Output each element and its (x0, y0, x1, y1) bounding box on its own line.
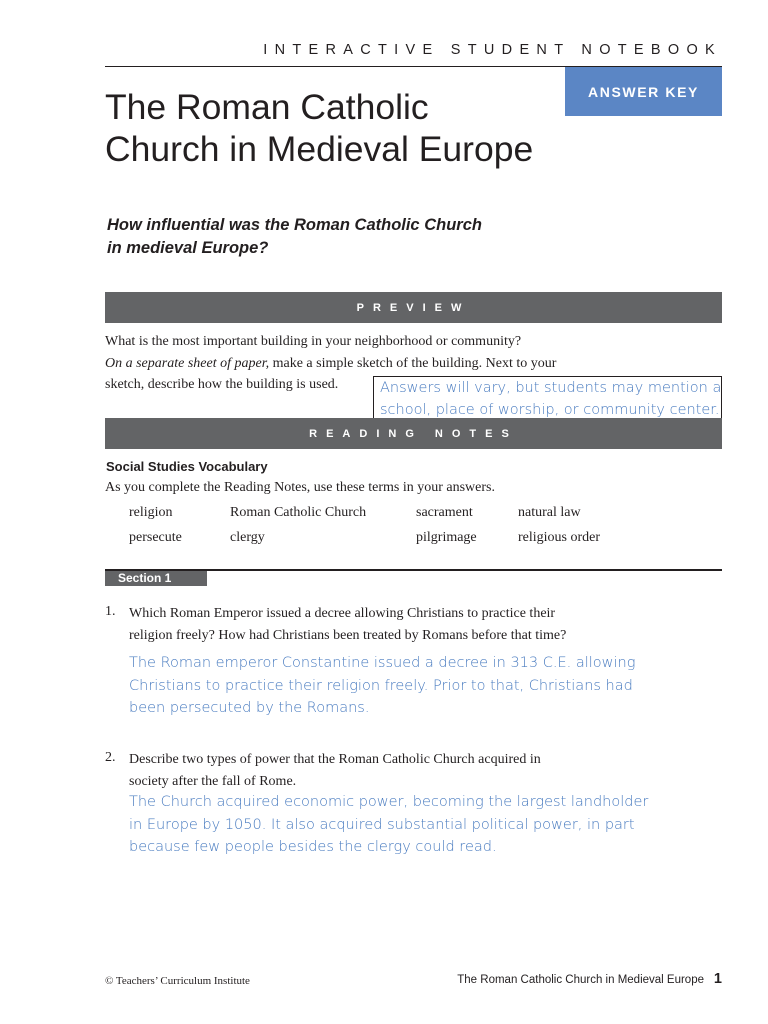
answer-line: in Europe by 1050. It also acquired substantial political power, in part (129, 816, 635, 833)
answer-line: been persecuted by the Romans. (129, 700, 370, 716)
question-number: 1. (105, 604, 116, 619)
title-line-1: The Roman Catholic (105, 87, 429, 127)
question-line: society after the fall of Rome. (129, 773, 297, 789)
preview-line-2-rest: make a simple sketch of the building. Next to your (269, 355, 557, 371)
preview-line-1: What is the most important building in your neighborhood or community? (105, 334, 522, 349)
essential-question (107, 214, 482, 260)
footer-chapter-title: The Roman Catholic Church in Medieval Europe (457, 974, 704, 986)
page-number: 1 (713, 971, 722, 987)
preview-answer-line-2: school, place of worship, or community center. (380, 401, 720, 418)
question-line: Describe two types of power that the Roman Catholic Church acquired in (129, 752, 541, 767)
answer-line: because few people besides the clergy could read. (129, 839, 497, 855)
preview-line-2 (105, 353, 556, 375)
preview-line-3: sketch, describe how the building is used. (105, 377, 339, 392)
vocab-heading: Social Studies Vocabulary (106, 459, 268, 474)
essential-question-line-1: How influential was the Roman Catholic Church (107, 216, 482, 234)
question-text (129, 749, 541, 792)
vocab-term: persecute (129, 530, 182, 545)
section-tab: Section 1 (105, 571, 207, 586)
preview-answer-line-1: Answers will vary, but students may mention a (380, 380, 722, 396)
footer-copyright: © Teachers’ Curriculum Institute (105, 975, 250, 987)
answer-key-badge: ANSWER KEY (565, 67, 722, 116)
question-number: 2. (105, 750, 116, 765)
vocab-term: pilgrimage (416, 530, 477, 545)
vocab-term: natural law (518, 505, 581, 520)
vocab-term: religion (129, 505, 173, 520)
essential-question-line-2: in medieval Europe? (107, 239, 269, 257)
vocab-term: Roman Catholic Church (230, 505, 367, 520)
notebook-header: INTERACTIVE STUDENT NOTEBOOK (263, 42, 722, 58)
vocab-term: clergy (230, 530, 265, 545)
answer-line: Christians to practice their religion freely. Prior to that, Christians had (129, 677, 633, 694)
answer-line: The Church acquired economic power, becoming the largest landholder (129, 794, 649, 810)
vocab-intro: As you complete the Reading Notes, use these terms in your answers. (105, 480, 495, 495)
preview-answer-box (373, 376, 722, 421)
question-text (129, 603, 566, 646)
preview-banner: PREVIEW (105, 292, 722, 323)
vocab-term: sacrament (416, 505, 473, 520)
answer-text (129, 652, 635, 720)
answer-text (129, 791, 648, 859)
preview-line-2-italic: On a separate sheet of paper, (105, 355, 270, 371)
reading-notes-banner: READING NOTES (105, 418, 722, 449)
page-title (105, 86, 533, 170)
title-line-2: Church in Medieval Europe (105, 129, 534, 169)
answer-line: The Roman emperor Constantine issued a decree in 313 C.E. allowing (129, 655, 636, 671)
vocab-term: religious order (518, 530, 601, 545)
question-line: Which Roman Emperor issued a decree allowing Christians to practice their (129, 606, 556, 621)
question-line: religion freely? How had Christians been treated by Romans before that time? (129, 627, 567, 643)
